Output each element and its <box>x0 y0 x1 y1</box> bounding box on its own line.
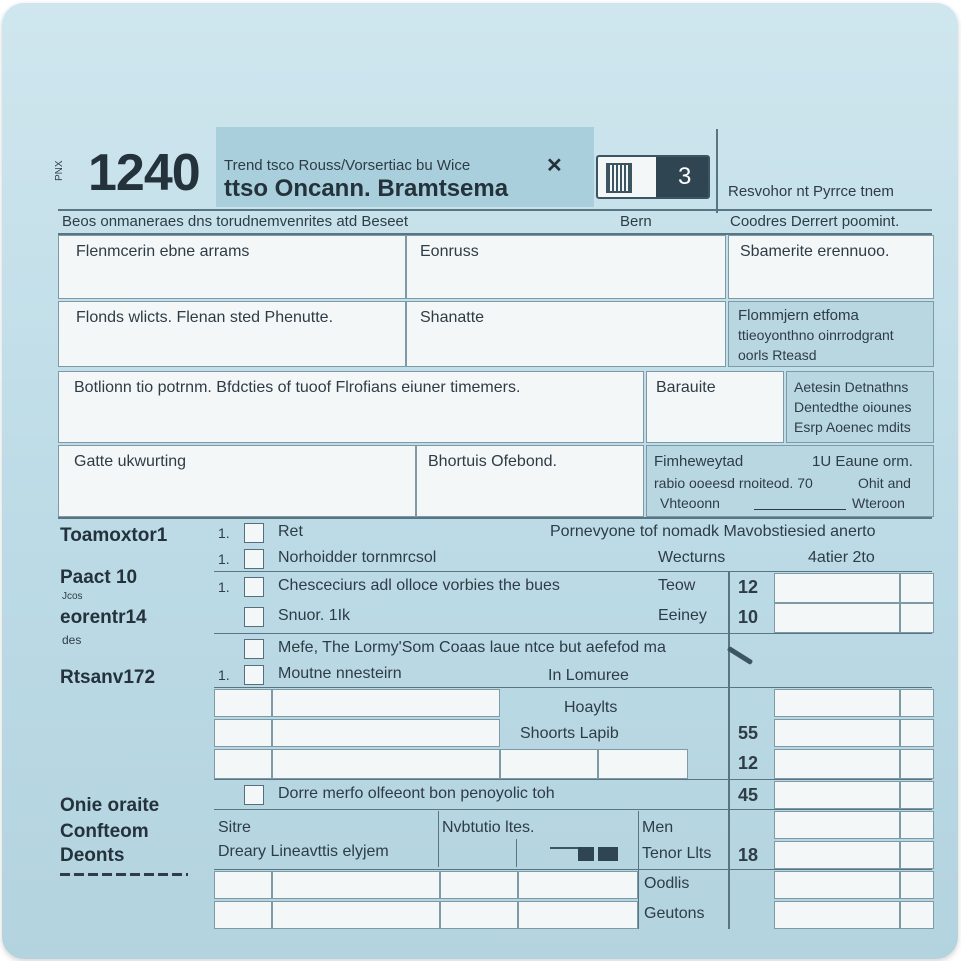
section1-col-b: 4atier 2to <box>808 549 875 566</box>
payment-info-e: Vhteoonn <box>660 495 720 511</box>
section1-line1-num: 1. <box>218 525 230 541</box>
section4-dash-rule <box>60 873 188 876</box>
grid-r8-c4[interactable] <box>518 901 638 929</box>
instruction-line: Beos onmaneraes dns torudnemvenrites atd Beseet <box>62 213 409 230</box>
section3-value-1: 55 <box>738 723 759 743</box>
section4-foot2: Geutons <box>644 905 705 922</box>
form-info-line2: ttieoyonthno oinrrodgrant <box>738 327 894 343</box>
section4-row-value: 18 <box>738 845 759 865</box>
section1-line2-text: Norhoidder tornmrcsol <box>278 549 437 566</box>
grid-r7-c3[interactable] <box>440 871 518 899</box>
section4-line-text: Dorre merfo olfeeont bon penoyolic toh <box>278 785 555 802</box>
plan-field-label: Flonds wlicts. Flenan sted Phenutte. <box>76 309 334 326</box>
close-icon[interactable]: ✕ <box>546 155 563 177</box>
amount-box-1b[interactable] <box>900 573 934 603</box>
header-rule <box>58 209 932 211</box>
section2-line2-text: Moutne nnesteirn <box>278 665 402 682</box>
section1-line4-side: Eeiney <box>658 607 707 624</box>
section2-sub1: Jcos <box>62 591 83 602</box>
barcode-icon <box>606 163 632 193</box>
section1-line1-checkbox[interactable] <box>244 523 264 543</box>
section4-heading1: Onie oraite <box>60 795 160 816</box>
grid-r8-c3[interactable] <box>440 901 518 929</box>
address-field-label: Eonruss <box>420 243 479 260</box>
section4-line-value: 45 <box>738 785 759 805</box>
grid-r1-c5[interactable] <box>774 689 900 717</box>
section4-top-rule <box>214 809 932 810</box>
instruction-mid: Bern <box>620 213 652 230</box>
amount-box-2b[interactable] <box>900 603 934 633</box>
grid-r6-c6[interactable] <box>900 841 934 869</box>
header-right-label: Resvohor nt Pyrrce tnem <box>728 183 894 200</box>
form-title: ttso Oncann. Bramtsema <box>224 175 509 202</box>
section4-row-label: Dreary Lineavttis elyjem <box>218 843 389 860</box>
grid-r7-c5[interactable] <box>774 871 900 899</box>
section3-heading: Rtsanv172 <box>60 667 156 688</box>
section2-heading2: eorentr14 <box>60 607 147 628</box>
section4-line-checkbox[interactable] <box>244 785 264 805</box>
form-page <box>2 3 958 959</box>
grid-r7-c4[interactable] <box>518 871 638 899</box>
section1-line2-checkbox[interactable] <box>244 549 264 569</box>
section2-line2-side: In Lomuree <box>548 667 629 684</box>
grid-r7-c2[interactable] <box>272 871 440 899</box>
grid-r8-c6[interactable] <box>900 901 934 929</box>
bond-field-label: Bhortuis Ofebond. <box>428 453 557 470</box>
section3-label-a: Hoaylts <box>564 699 618 716</box>
grid-r1-c2[interactable] <box>272 689 500 717</box>
section4-col-divider-3 <box>638 811 639 929</box>
section1-right-heading: Pornevyone tof nomadk Mavobstiesied anerto <box>550 523 876 540</box>
pen-icon[interactable] <box>724 643 754 667</box>
grid-r3-c4[interactable] <box>598 749 688 779</box>
grid-r2-c1[interactable] <box>214 719 272 747</box>
payment-info-c: rabio ooeesd rnoiteod. 70 <box>654 475 813 491</box>
grid-r2-c2[interactable] <box>272 719 500 747</box>
section3-bottom-rule <box>214 779 932 780</box>
amount-box-2a[interactable] <box>774 603 900 633</box>
section1-line3-side: Teow <box>658 577 696 594</box>
payment-underline <box>754 509 846 510</box>
instruction-right: Coodres Derrert poomint. <box>730 213 900 230</box>
form-prefix: PNX <box>54 160 65 181</box>
section4-col-divider-1 <box>438 811 439 867</box>
section3-label-b: Shoorts Lapib <box>520 725 619 742</box>
grid-r6-c5[interactable] <box>774 841 900 869</box>
section4-col-divider-2 <box>516 839 517 867</box>
badge-value: 3 <box>678 163 692 190</box>
section1-col-a: Wecturns <box>658 549 726 566</box>
form-info-line1: Flommjern etfoma <box>738 307 859 324</box>
section2-line1-text: Mefe, The Lormy'Som Coaas laue ntce but aefefod ma <box>278 639 666 656</box>
payment-info-d: Ohit and <box>858 475 911 491</box>
section4-heading2: Confteom <box>60 821 149 842</box>
balance-field-label: Barauite <box>656 379 716 396</box>
date-field-label: Gatte ukwurting <box>74 453 187 470</box>
grid-r7-c1[interactable] <box>214 871 272 899</box>
section1-rule <box>214 571 932 572</box>
payment-info-b: 1U Eaune orm. <box>812 453 913 470</box>
form-badge <box>596 155 710 199</box>
grid-r5-c5[interactable] <box>774 811 900 839</box>
section4-col3: Men <box>642 819 674 836</box>
amount-box-1a[interactable] <box>774 573 900 603</box>
section3-value-2: 12 <box>738 753 759 773</box>
state-field-label: Sbamerite erennuoo. <box>740 243 890 260</box>
grid-r1-c6[interactable] <box>900 689 934 717</box>
form-subtitle: Trend tsco Rouss/Vorsertiac bu Wice <box>224 157 471 174</box>
section4-col2: Nvbtutio ltes. <box>442 819 535 836</box>
section2-line1-checkbox[interactable] <box>244 639 264 659</box>
payment-info-f: Wteroon <box>852 495 905 511</box>
section2-heading: Paact 10 <box>60 567 138 588</box>
section1-line1-text: Ret <box>278 523 303 540</box>
section-rule <box>58 517 932 519</box>
grid-r3-c1[interactable] <box>214 749 272 779</box>
section4-col1: Sitre <box>218 819 251 836</box>
detail-info-line3: Esrp Aoenec mdits <box>794 419 911 435</box>
grid-r8-c5[interactable] <box>774 901 900 929</box>
value-column-frame <box>728 571 730 929</box>
grid-r8-c2[interactable] <box>272 901 440 929</box>
section1-line4-value: 10 <box>738 607 759 627</box>
section3-top-rule <box>214 687 932 688</box>
grid-r7-c6[interactable] <box>900 871 934 899</box>
bar-icon <box>550 845 622 861</box>
section1-line3-checkbox[interactable] <box>244 577 264 597</box>
grid-r3-c2[interactable] <box>272 749 500 779</box>
grid-r3-c3[interactable] <box>500 749 598 779</box>
section4-heading3: Deonts <box>60 845 125 866</box>
section2-line2-checkbox[interactable] <box>244 665 264 685</box>
section1-line2-num: 1. <box>218 551 230 567</box>
grid-r4-c5[interactable] <box>774 781 900 809</box>
section2-line2-num: 1. <box>218 667 230 683</box>
description-field-label: Botlionn tio potrnm. Bfdcties of tuoof Flrofians eiuner timemers. <box>74 379 521 396</box>
detail-info-line2: Dentedthe oiounes <box>794 399 912 415</box>
section4-row-side: Tenor Llts <box>642 845 712 862</box>
section1-line3-value: 12 <box>738 577 759 597</box>
section1-line4-checkbox[interactable] <box>244 607 264 627</box>
section1-heading: Toamoxtor1 <box>60 525 168 546</box>
grid-r3-c6[interactable] <box>900 749 934 779</box>
form-number: 1240 <box>88 144 200 202</box>
grid-r5-c6[interactable] <box>900 811 934 839</box>
section1-line3-text: Chesceciurs adl olloce vorbies the bues <box>278 577 560 594</box>
grid-r2-c5[interactable] <box>774 719 900 747</box>
payment-info-a: Fimheweytad <box>654 453 744 470</box>
section4-mid-rule <box>214 869 932 870</box>
form-info-line3: oorls Rteasd <box>738 347 817 363</box>
section4-foot1: Oodlis <box>644 875 690 892</box>
grid-r3-c5[interactable] <box>774 749 900 779</box>
header-divider <box>716 129 718 213</box>
signature-field-label: Shanatte <box>420 309 485 326</box>
name-field-label: Flenmcerin ebne arrams <box>76 243 250 260</box>
grid-r1-c1[interactable] <box>214 689 272 717</box>
grid-r2-c6[interactable] <box>900 719 934 747</box>
section1-line3-num: 1. <box>218 579 230 595</box>
section2-sub2: des <box>62 633 82 647</box>
section1-line4-text: Snuor. 1Ik <box>278 607 351 624</box>
grid-r4-c6[interactable] <box>900 781 934 809</box>
section1-bottom-rule <box>214 633 932 634</box>
detail-info-line1: Aetesin Detnathns <box>794 379 909 395</box>
grid-r8-c1[interactable] <box>214 901 272 929</box>
